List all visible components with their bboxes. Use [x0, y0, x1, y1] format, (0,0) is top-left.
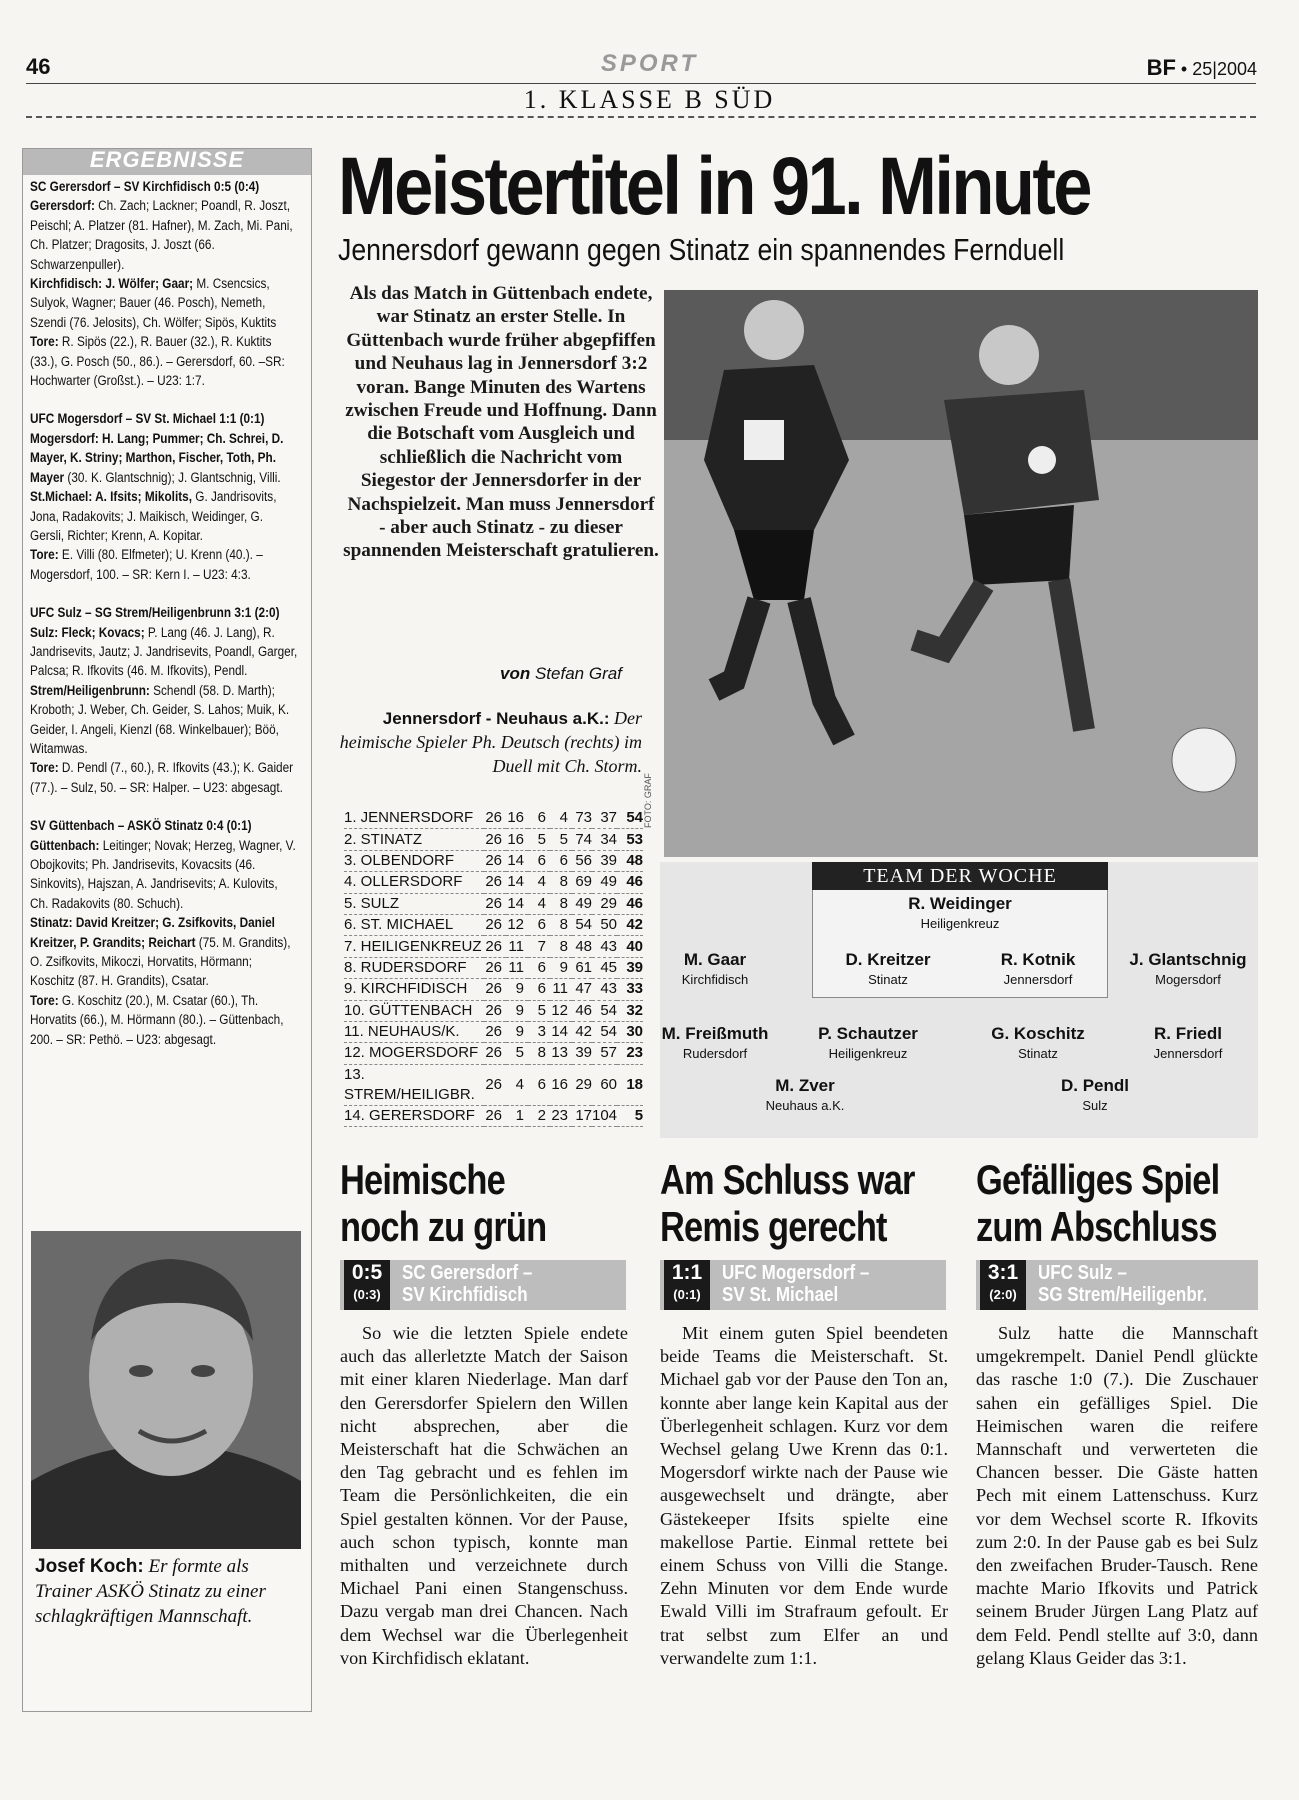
stat-cell: 12 — [550, 1000, 572, 1021]
score-bar — [660, 1260, 946, 1310]
stat-cell: 1 — [506, 1105, 528, 1126]
stat-cell: 29 — [592, 893, 617, 914]
article-body: So wie die letzten Spiele endete auch das allerletzte Match der Saison mit einer klaren Niederlage. Man darf den Gerersdorfer Spielern den Willen nicht absprechen, aber die Meisterschaft hat die Schwächen an den Tag gebracht und es fehlen im Team die Persönlichkeiten, die ein Spiel gestalten können. Vor der Pause, auch schon typisch, konnte man mithalten und verzeichnete durch Michael Pani einen Stangenschuss. Dazu vergab man drei Chancen. Nach dem Wechsel war die Überlegenheit von Kirchfidisch eklatant. — [340, 1323, 628, 1668]
league-title: 1. KLASSE B SÜD — [523, 85, 776, 114]
stat-cell: 5 — [617, 1105, 643, 1126]
stat-cell: 6 — [528, 850, 550, 871]
stat-cell: 4 — [550, 808, 572, 829]
stat-cell: 6 — [528, 957, 550, 978]
article-title: Gefälliges Spiel zum Abschluss — [976, 1156, 1220, 1250]
publication-name: BF — [1146, 55, 1176, 80]
stat-cell: 32 — [617, 1000, 643, 1021]
portrait-illustration — [31, 1231, 301, 1549]
issue-separator: • — [1180, 59, 1188, 79]
player-card: G. Koschitz Stinatz — [991, 1024, 1085, 1061]
team-of-the-week-title: TEAM DER WOCHE — [812, 862, 1108, 890]
results-title: ERGEBNISSE — [89, 147, 245, 172]
stat-cell: 2 — [528, 1105, 550, 1126]
stat-cell: 43 — [592, 936, 617, 957]
stat-cell: 34 — [592, 829, 617, 850]
stat-cell: 5 — [528, 1000, 550, 1021]
team-of-the-week — [660, 862, 1258, 1138]
stat-cell: 26 — [484, 979, 506, 1000]
match-teams: UFC Sulz – SG Strem/Heiligenbr. — [1038, 1262, 1208, 1306]
stat-cell: 73 — [572, 808, 592, 829]
match-teams: SC Gerersdorf – SV Kirchfidisch — [402, 1262, 533, 1306]
stat-cell: 6 — [528, 979, 550, 1000]
stat-cell: 74 — [572, 829, 592, 850]
stat-cell: 54 — [572, 914, 592, 935]
table-row — [344, 1043, 643, 1064]
team-name-cell: 4. OLLERSDORF — [344, 872, 484, 893]
stat-cell: 9 — [506, 1000, 528, 1021]
stat-cell: 40 — [617, 936, 643, 957]
stat-cell: 33 — [617, 979, 643, 1000]
result-goals: Tore: G. Koschitz (20.), M. Csatar (60.), Th. Horvatits (66.), M. Hörmann (80.). – Güttenbach, 200. – SR: Pethö. – U23: abgesagt. — [30, 992, 284, 1047]
stat-cell: 39 — [592, 850, 617, 871]
team-name-cell: 1. JENNERSDORF — [344, 808, 484, 829]
stat-cell: 26 — [484, 1064, 506, 1105]
coach-caption: Josef Koch: Er formte als Trainer ASKÖ Stinatz zu einer schlagkräftigen Mannschaft. — [35, 1556, 266, 1627]
stat-cell: 14 — [506, 850, 528, 871]
stat-cell: 8 — [528, 1043, 550, 1064]
stat-cell: 54 — [592, 1000, 617, 1021]
table-row — [344, 850, 643, 871]
photo-credit: FOTO: GRAF — [643, 773, 653, 828]
result-lineup: Stinatz: David Kreitzer; G. Zsifkovits, Daniel Kreitzer, P. Grandits; Reichart (75. M. Grandits), O. Zsifkovits, Mikoczi, Horvatits, Hörmann; Koschitz (87. H. Grandits), Csatar. — [30, 915, 291, 989]
article-title: Heimische noch zu grün — [340, 1156, 547, 1250]
stat-cell: 39 — [617, 957, 643, 978]
issue-number: 25|2004 — [1192, 59, 1257, 79]
stat-cell: 9 — [506, 979, 528, 1000]
final-score: 3:1 (2:0) — [980, 1260, 1026, 1310]
stat-cell: 11 — [506, 936, 528, 957]
team-name-cell: 10. GÜTTENBACH — [344, 1000, 484, 1021]
final-score: 1:1 (0:1) — [664, 1260, 710, 1310]
stat-cell: 14 — [550, 1021, 572, 1042]
section-title: SPORT — [600, 50, 699, 77]
player-card: D. Kreitzer Stinatz — [845, 950, 931, 987]
result-lineup: Güttenbach: Leitinger; Novak; Herzeg, Wagner, V. Obojkovits; Ph. Jandrisevits, Kovacsits (46. Sinkovits), Hajszan, A. Jandrisevits; A. Kulovits, Ch. Radakovits (80. Schuch). — [30, 837, 296, 911]
result-match: UFC Sulz – SG Strem/Heiligenbrunn 3:1 (2:0) — [30, 605, 280, 621]
team-name-cell: 13. STREM/HEILIGBR. — [344, 1064, 484, 1105]
stat-cell: 5 — [550, 829, 572, 850]
page-number: 46 — [26, 54, 51, 79]
player-card: R. Weidinger Heiligenkreuz — [908, 894, 1012, 931]
table-row — [344, 829, 643, 850]
stat-cell: 37 — [592, 808, 617, 829]
match-photo — [664, 290, 1258, 857]
table-row — [344, 979, 643, 1000]
result-match: SC Gerersdorf – SV Kirchfidisch 0:5 (0:4) — [30, 179, 260, 194]
stat-cell: 7 — [528, 936, 550, 957]
player-card: P. Schautzer Heiligenkreuz — [818, 1024, 918, 1061]
player-card: D. Pendl Sulz — [1060, 1076, 1129, 1113]
stat-cell: 16 — [506, 829, 528, 850]
stat-cell: 47 — [572, 979, 592, 1000]
stat-cell: 45 — [592, 957, 617, 978]
stat-cell: 26 — [484, 850, 506, 871]
league-table — [344, 808, 643, 1127]
stat-cell: 46 — [617, 893, 643, 914]
stat-cell: 46 — [572, 1000, 592, 1021]
player-card: M. Gaar Kirchfidisch — [681, 950, 749, 987]
stat-cell: 9 — [506, 1021, 528, 1042]
stat-cell: 4 — [528, 872, 550, 893]
stat-cell: 4 — [506, 1064, 528, 1105]
table-row — [344, 1000, 643, 1021]
stat-cell: 26 — [484, 893, 506, 914]
stat-cell: 8 — [550, 893, 572, 914]
stat-cell: 56 — [572, 850, 592, 871]
stat-cell: 26 — [484, 872, 506, 893]
stat-cell: 43 — [592, 979, 617, 1000]
final-score: 0:5 (0:3) — [344, 1260, 390, 1310]
table-row — [344, 1105, 643, 1126]
stat-cell: 49 — [572, 893, 592, 914]
article-title: Am Schluss war Remis gerecht — [660, 1156, 915, 1250]
team-name-cell: 12. MOGERSDORF — [344, 1043, 484, 1064]
stat-cell: 69 — [572, 872, 592, 893]
stat-cell: 14 — [506, 872, 528, 893]
dashed-divider — [26, 116, 1256, 118]
stat-cell: 11 — [506, 957, 528, 978]
match-teams: UFC Mogersdorf – SV St. Michael — [722, 1262, 870, 1306]
stat-cell: 50 — [592, 914, 617, 935]
player-card: J. Glantschnig Mogersdorf — [1129, 950, 1247, 987]
team-name-cell: 2. STINATZ — [344, 829, 484, 850]
stat-cell: 61 — [572, 957, 592, 978]
main-headline: Meistertitel in 91. Minute — [338, 141, 1090, 232]
stat-cell: 49 — [592, 872, 617, 893]
stat-cell: 60 — [592, 1064, 617, 1105]
result-match: SV Güttenbach – ASKÖ Stinatz 0:4 (0:1) — [30, 818, 252, 834]
stat-cell: 11 — [550, 979, 572, 1000]
table-row — [344, 914, 643, 935]
result-goals: Tore: E. Villi (80. Elfmeter); U. Krenn (40.). – Mogersdorf, 100. – SR: Kern I. – U23: 4:3. — [30, 547, 263, 582]
result-lineup: Sulz: Fleck; Kovacs; P. Lang (46. J. Lang), R. Jandrisevits, Jautz; J. Jandrisevits, Poandl, Garger, Palcsa; R. Ifkovits (46. M. Ifkovits), Pendl. — [30, 624, 298, 679]
table-row — [344, 872, 643, 893]
stat-cell: 23 — [617, 1043, 643, 1064]
team-name-cell: 6. ST. MICHAEL — [344, 914, 484, 935]
stat-cell: 26 — [484, 1105, 506, 1126]
sub-headline: Jennersdorf gewann gegen Stinatz ein spannendes Fernduell — [338, 232, 1065, 267]
stat-cell: 26 — [484, 1021, 506, 1042]
score-bar — [340, 1260, 626, 1310]
stat-cell: 5 — [506, 1043, 528, 1064]
score-bar — [976, 1260, 1258, 1310]
stat-cell: 30 — [617, 1021, 643, 1042]
stat-cell: 26 — [484, 808, 506, 829]
result-lineup: Kirchfidisch: J. Wölfer; Gaar; M. Csencsics, Sulyok, Wagner; Bauer (46. Posch), Nemeth, Szendi (76. Jelosits), Ch. Wölfer; Sipös, Kuktits — [30, 276, 277, 330]
stat-cell: 8 — [550, 936, 572, 957]
stat-cell: 29 — [572, 1064, 592, 1105]
stat-cell: 42 — [617, 914, 643, 935]
table-row — [344, 893, 643, 914]
stat-cell: 13 — [550, 1043, 572, 1064]
stat-cell: 6 — [528, 808, 550, 829]
team-name-cell: 14. GERERSDORF — [344, 1105, 484, 1126]
stat-cell: 26 — [484, 1000, 506, 1021]
lead-paragraph: Als das Match in Güttenbach endete, war Stinatz an erster Stelle. In Güttenbach wurde früher abgepfiffen und Neuhaus lag in Jennersdorf 3:2 voran. Bange Minuten des Wartens zwischen Freude und Hoffnung. Dann die Botschaft vom Ausgleich und schließlich die Nachricht vom Siegestor der Jennersdorfer in der Nachspielzeit. Man muss Jennersdorf - aber auch Stinatz - zu dieser spannenden Meisterschaft gratulieren. — [343, 283, 659, 562]
stat-cell: 6 — [528, 1064, 550, 1105]
stat-cell: 48 — [617, 850, 643, 871]
players-illustration — [664, 290, 1258, 857]
result-goals: Tore: D. Pendl (7., 60.), R. Ifkovits (43.); K. Gaider (77.). – Sulz, 50. – SR: Halper. – U23: abgesagt. — [30, 760, 294, 795]
coach-photo — [31, 1231, 301, 1549]
header-rule — [26, 83, 1256, 84]
stat-cell: 8 — [550, 914, 572, 935]
stat-cell: 104 — [592, 1105, 617, 1126]
stat-cell: 8 — [550, 872, 572, 893]
stat-cell: 26 — [484, 957, 506, 978]
stat-cell: 54 — [617, 808, 643, 829]
stat-cell: 9 — [550, 957, 572, 978]
result-lineup: Gerersdorf: Ch. Zach; Lackner; Poandl, R. Joszt, Peischl; A. Platzer (81. Hafner), M. Zach, Mi. Pani, Ch. Platzer; Dragosits, J. Joszt (66. Schwarzenpuller). — [30, 198, 293, 272]
stat-cell: 39 — [572, 1043, 592, 1064]
team-name-cell: 5. SULZ — [344, 893, 484, 914]
stat-cell: 26 — [484, 914, 506, 935]
result-lineup: Mogersdorf: H. Lang; Pummer; Ch. Schrei, D. Mayer, K. Striny; Marthon, Fischer, Toth, Ph. Mayer (30. K. Glantschnig); J. Glantschnig, Villi. — [30, 430, 284, 485]
team-name-cell: 7. HEILIGENKREUZ — [344, 936, 484, 957]
article-body: Mit einem guten Spiel beendeten beide Teams die Meisterschaft. St. Michael gab vor der Pause den Ton an, konnte aber lange kein Kapital aus der Überlegenheit schlagen. Kurz vor dem Wechsel gelang Uwe Krenn das 0:1. Mogersdorf wirkte nach der Pause wie ausgewechselt und drängte, aber Gästekeeper Ifsits spielte eine makellose Partie. Einmal rettete bei einem Schuss von Villi die Stange. Zehn Minuten vor dem Ende wurde Ewald Villi im Strafraum gefoult. Er trat selbst zum Elfer an und verwandelte zum 1:1. — [660, 1323, 948, 1668]
stat-cell: 6 — [528, 914, 550, 935]
byline: von Stefan Graf — [500, 664, 622, 683]
stat-cell: 48 — [572, 936, 592, 957]
issue-label — [1147, 55, 1257, 81]
table-row — [344, 1021, 643, 1042]
stat-cell: 3 — [528, 1021, 550, 1042]
stat-cell: 57 — [592, 1043, 617, 1064]
coach-name: Josef Koch: — [35, 1556, 144, 1577]
stat-cell: 23 — [550, 1105, 572, 1126]
stat-cell: 12 — [506, 914, 528, 935]
stat-cell: 26 — [484, 936, 506, 957]
table-row — [344, 936, 643, 957]
result-goals: Tore: R. Sipös (22.), R. Bauer (32.), R. Kuktits (33.), G. Posch (50., 86.). – Gerersdorf, 60. –SR: Hochwarter (Großst.). – U23: 1:7. — [30, 334, 285, 389]
result-lineup: Strem/Heiligenbrunn: Schendl (58. D. Marth); Kroboth; J. Weber, Ch. Geider, S. Lahos; Muik, K. Geider, I. Angeli, Kienzl (68. Winkelbauer); Böö, Witamwas. — [30, 682, 290, 756]
table-row — [344, 808, 643, 829]
results-sidebar — [22, 148, 312, 1712]
player-card: R. Kotnik Jennersdorf — [1000, 950, 1076, 987]
stat-cell: 5 — [528, 829, 550, 850]
player-card: M. Zver Neuhaus a.K. — [765, 1076, 845, 1113]
player-card: M. Freißmuth Rudersdorf — [661, 1024, 769, 1061]
stat-cell: 14 — [506, 893, 528, 914]
article-body: Sulz hatte die Mannschaft umgekrempelt. Daniel Pendl glückte das rasche 1:0 (7.). Die Zuschauer sahen ein gefälliges Spiel. Die Heimischen waren die reifere Mannschaft und verwerteten die Chancen besser. Die Gäste hatten Pech mit einem Lattenschuss. Kurz vor dem Wechsel scorte R. Ifkovits zum 2:0. In der Pause gab es bei Sulz den zweifachen Bruder-Tausch. Rene machte Mario Ifkovits und Patrick seinem Bruder Jürgen Lang Platz auf dem Feld. Pendl stellte auf 3:0, dann gelang Klaus Geider das 3:1. — [976, 1323, 1258, 1668]
player-card: R. Friedl Jennersdorf — [1153, 1024, 1223, 1061]
stat-cell: 17 — [572, 1105, 592, 1126]
stat-cell: 16 — [550, 1064, 572, 1105]
stat-cell: 53 — [617, 829, 643, 850]
stat-cell: 54 — [592, 1021, 617, 1042]
photo-caption: Jennersdorf - Neuhaus a.K.: Der heimische Spieler Ph. Deutsch (rechts) im Duell mit Ch. Storm. — [339, 708, 642, 776]
stat-cell: 16 — [506, 808, 528, 829]
stat-cell: 18 — [617, 1064, 643, 1105]
result-lineup: St.Michael: A. Ifsits; Mikolits, G. Jandrisovits, Jona, Radakovits; J. Maikisch, Weidinger, G. Gersli, Richter; Krenn, A. Kopitar. — [30, 489, 277, 543]
result-match: UFC Mogersdorf – SV St. Michael 1:1 (0:1) — [30, 411, 265, 427]
stat-cell: 42 — [572, 1021, 592, 1042]
team-name-cell: 8. RUDERSDORF — [344, 957, 484, 978]
stat-cell: 26 — [484, 829, 506, 850]
table-row — [344, 1064, 643, 1105]
table-row — [344, 957, 643, 978]
stat-cell: 4 — [528, 893, 550, 914]
results-list — [23, 177, 305, 1049]
team-name-cell: 3. OLBENDORF — [344, 850, 484, 871]
stat-cell: 26 — [484, 1043, 506, 1064]
team-name-cell: 11. NEUHAUS/K. — [344, 1021, 484, 1042]
stat-cell: 6 — [550, 850, 572, 871]
team-name-cell: 9. KIRCHFIDISCH — [344, 979, 484, 1000]
stat-cell: 46 — [617, 872, 643, 893]
